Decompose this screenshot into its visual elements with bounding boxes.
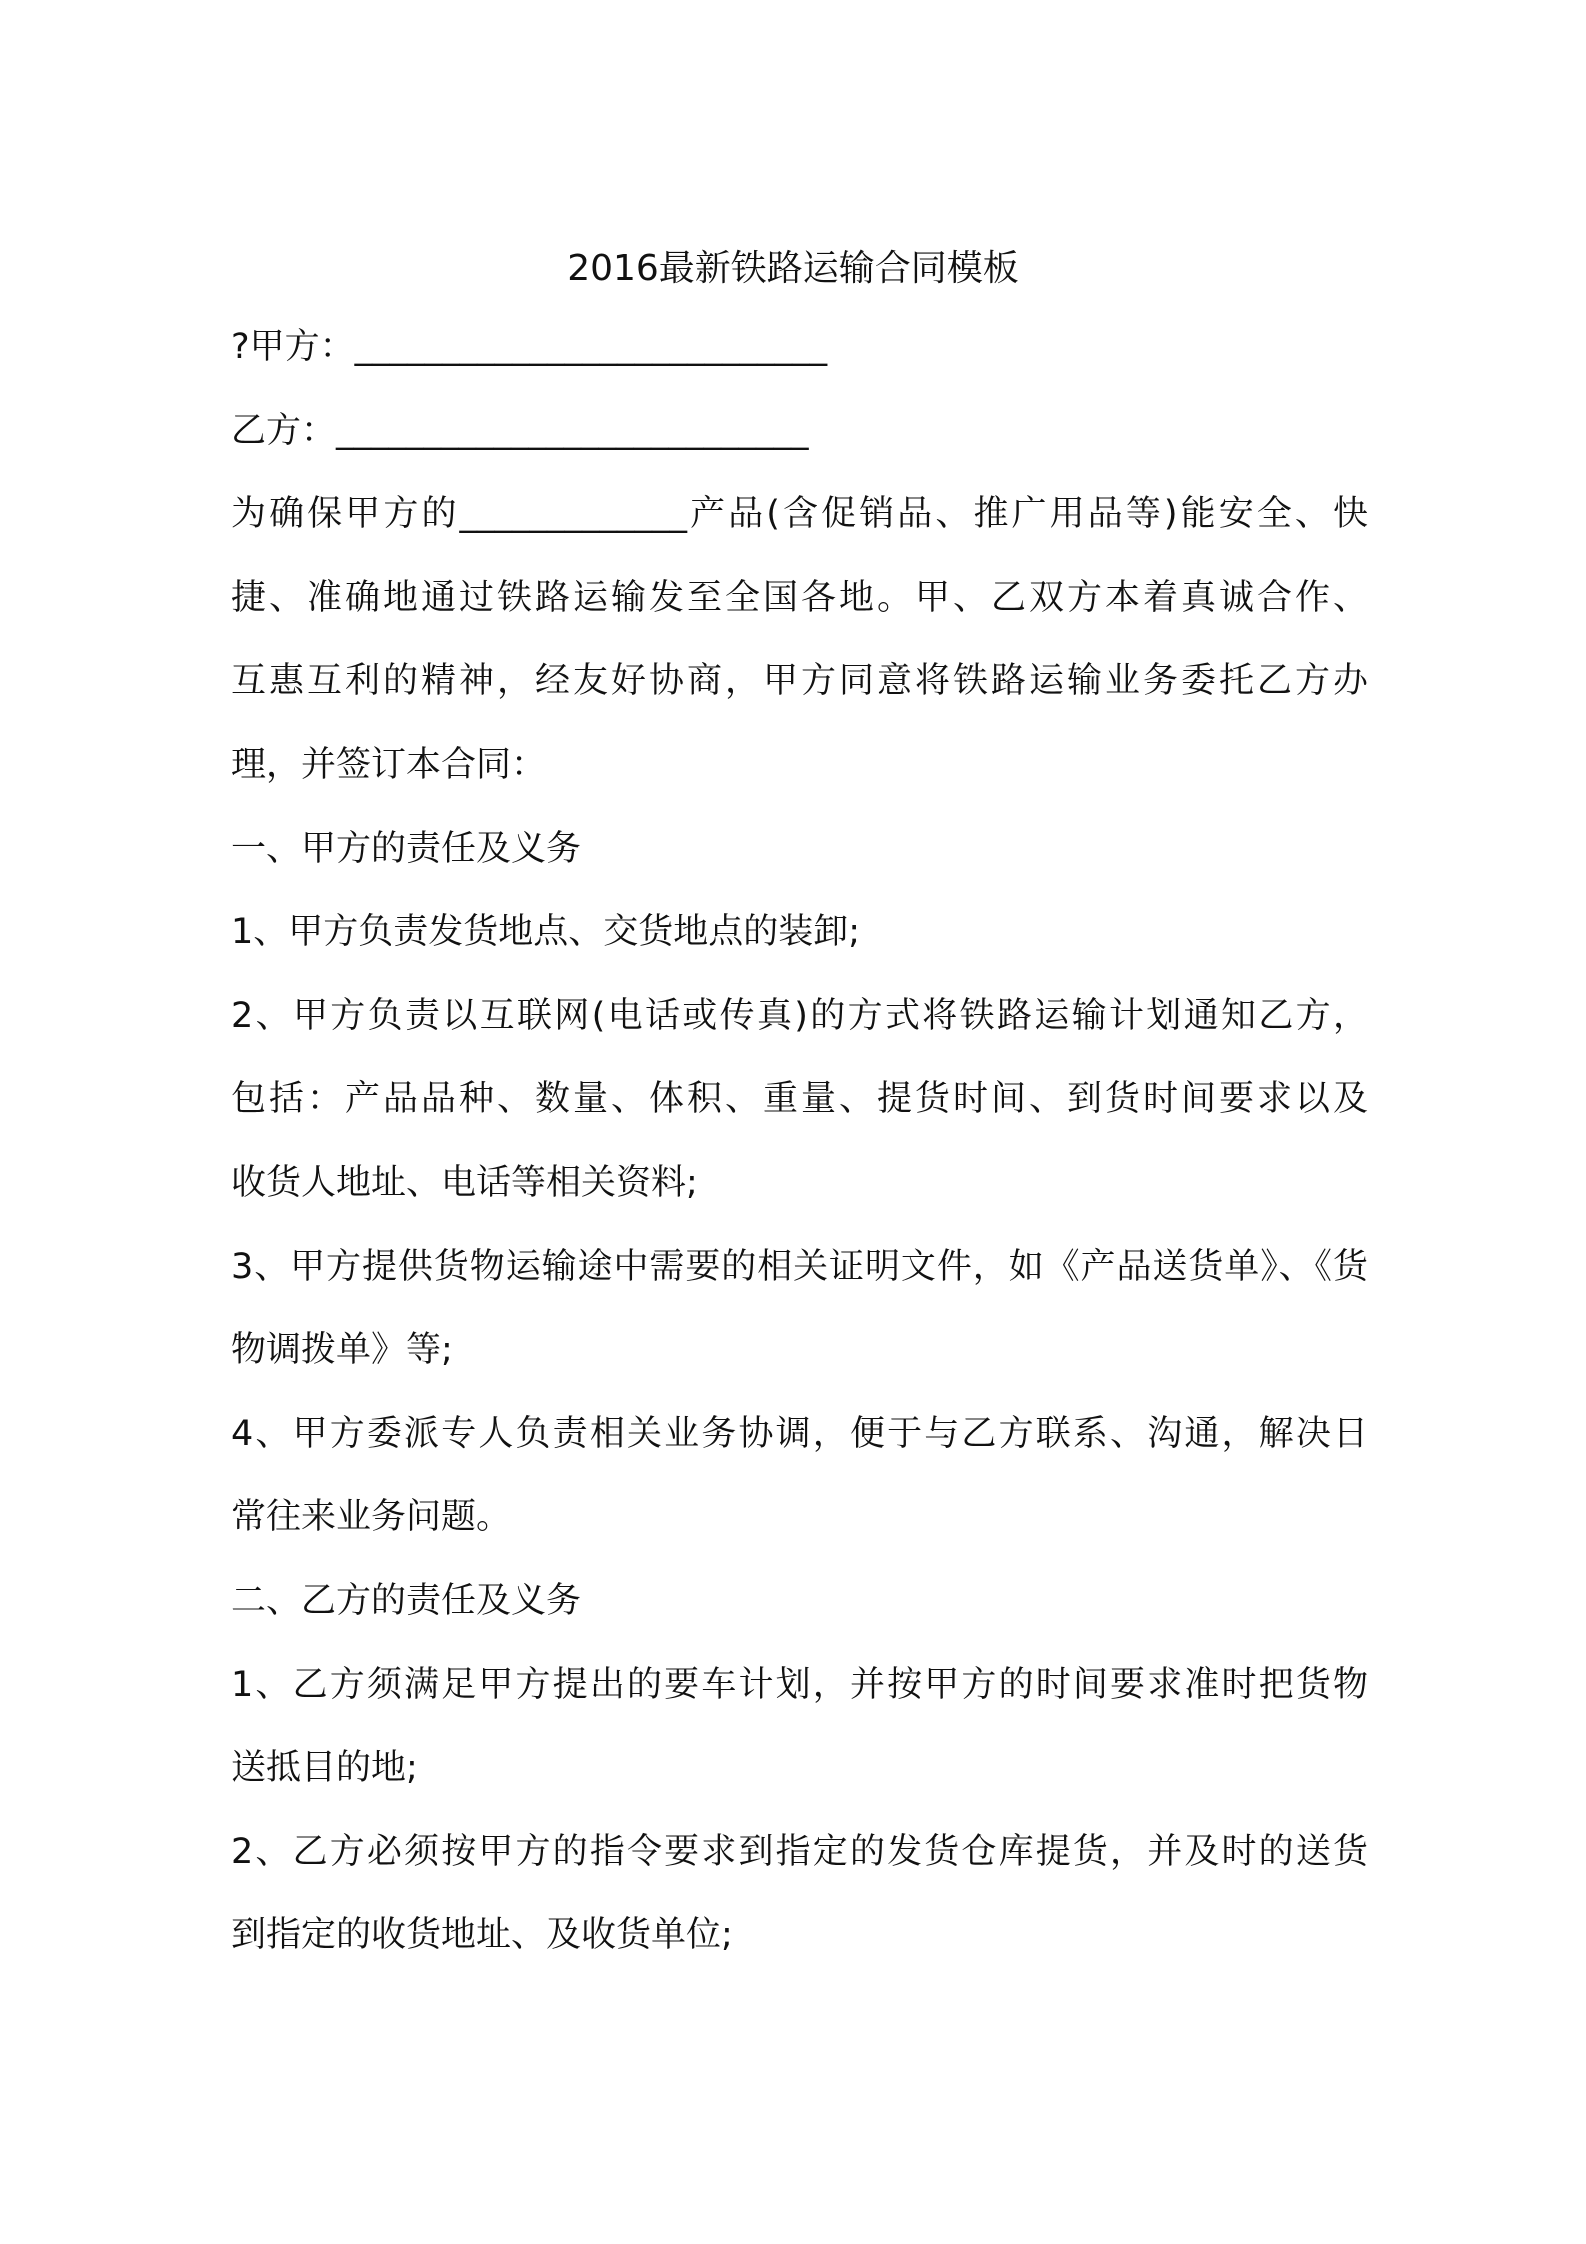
text-line: 3、甲方提供货物运输途中需要的相关证明文件，如《产品送货单》、《货 <box>231 1246 1368 1287</box>
text-line: 理，并签订本合同： <box>231 744 547 785</box>
text-line: 乙方：___________________________ <box>231 410 809 451</box>
text-line: 常往来业务问题。 <box>231 1497 512 1538</box>
text-line: 二、乙方的责任及义务 <box>231 1580 582 1621</box>
text-line: 1、甲方负责发货地点、交货地点的装卸; <box>231 912 861 953</box>
text-line: 2、甲方负责以互联网(电话或传真)的方式将铁路运输计划通知乙方， <box>231 995 1368 1036</box>
text-line: 收货人地址、电话等相关资料; <box>231 1162 698 1203</box>
text-line: 1、乙方须满足甲方提出的要车计划，并按甲方的时间要求准时把货物 <box>231 1664 1368 1705</box>
text-line: 一、甲方的责任及义务 <box>231 828 582 869</box>
text-line: 互惠互利的精神，经友好协商，甲方同意将铁路运输业务委托乙方办 <box>231 661 1368 702</box>
text-line: 为确保甲方的_____________产品(含促销品、推广用品等)能安全、快 <box>231 494 1368 535</box>
document-title: 2016最新铁路运输合同模板 <box>567 248 1019 289</box>
document-body <box>231 322 1368 1994</box>
text-line: ?甲方：___________________________ <box>231 327 828 367</box>
text-line: 送抵目的地; <box>231 1748 418 1789</box>
text-line: 4、甲方委派专人负责相关业务协调，便于与乙方联系、沟通，解决日 <box>231 1413 1368 1454</box>
text-line: 物调拨单》等; <box>231 1330 453 1371</box>
text-line: 捷、准确地通过铁路运输发至全国各地。甲、乙双方本着真诚合作、 <box>231 577 1368 618</box>
text-line: 到指定的收货地址、及收货单位; <box>231 1915 733 1956</box>
text-line: 包括：产品品种、数量、体积、重量、提货时间、到货时间要求以及 <box>231 1079 1368 1120</box>
text-line: 2、乙方必须按甲方的指令要求到指定的发货仓库提货，并及时的送货 <box>231 1831 1368 1872</box>
